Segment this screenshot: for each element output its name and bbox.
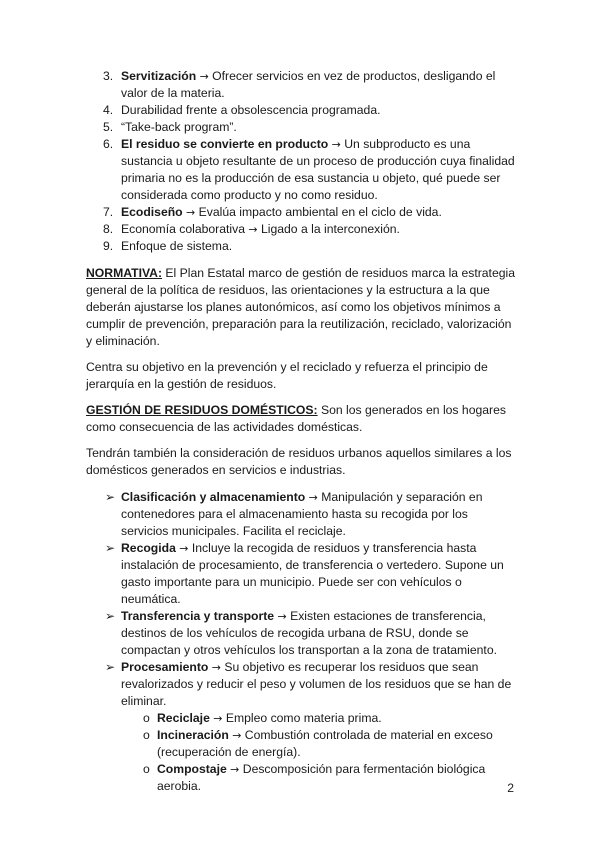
arrow-icon: → — [331, 138, 341, 151]
sub-bullet-text: Descomposición para fermentación biológica aerobia. — [157, 762, 486, 793]
bullet-item-text: Manipulación y separación en contenedores para el almacenamiento hasta su recogida por los servicios municipales. Facilita el reciclaje. — [121, 490, 483, 538]
circle-bullet-icon: o — [143, 762, 150, 776]
list-item — [86, 204, 516, 221]
centra-paragraph: Centra su objetivo en la prevención y el reciclado y refuerza el principio de jerarquía en la gestión de residuos. — [86, 360, 488, 391]
list-item-title: Servitización — [121, 69, 197, 83]
arrow-icon: → — [230, 763, 240, 776]
list-number: 4. — [103, 103, 114, 117]
circle-bullet-icon: o — [143, 711, 150, 725]
list-item-text: Evalúa impacto ambiental en el ciclo de vida. — [195, 205, 442, 219]
list-item-text: Ofrecer servicios en vez de productos, desligando el valor de la materia. — [121, 69, 496, 100]
gestion-paragraph — [86, 402, 516, 436]
sub-bullet-title: Incineración — [157, 728, 229, 742]
bullet-item — [86, 489, 516, 540]
arrow-icon: → — [186, 206, 196, 219]
arrow-icon: → — [179, 542, 189, 555]
arrow-icon: → — [199, 70, 209, 83]
sub-bullet-item — [121, 727, 516, 761]
list-number: 8. — [103, 222, 114, 236]
gestion-text: Son los generados en los hogares como consecuencia de las actividades domésticas. — [86, 403, 506, 434]
numbered-list — [86, 68, 516, 255]
arrow-icon: → — [211, 661, 221, 674]
list-item — [86, 221, 516, 238]
list-item-text: “Take-back program”. — [121, 120, 237, 134]
page-number: 2 — [507, 781, 514, 795]
list-item-text: Ligado a la interconexión. — [257, 222, 400, 236]
list-item — [86, 238, 516, 255]
arrow-icon: → — [232, 729, 242, 742]
list-number: 7. — [103, 205, 114, 219]
list-number: 9. — [103, 239, 114, 253]
bullet-item-title: Procesamiento — [121, 660, 209, 674]
list-item — [86, 68, 516, 102]
circle-bullet-icon: o — [143, 728, 150, 742]
bullet-item-title: Recogida — [121, 541, 176, 555]
sub-bullet-text: Empleo como materia prima. — [222, 711, 382, 725]
gestion-heading: GESTIÓN DE RESIDUOS DOMÉSTICOS: — [86, 403, 318, 417]
list-item-title: El residuo se convierte en producto — [121, 137, 329, 151]
list-item — [86, 119, 516, 136]
bullet-item — [86, 659, 516, 795]
list-number: 6. — [103, 137, 114, 151]
sub-bullet-list — [121, 710, 516, 795]
sub-bullet-item — [121, 761, 516, 795]
bullet-item-title: Clasificación y almacenamiento — [121, 490, 306, 504]
arrow-bullet-icon: ➢ — [105, 660, 116, 674]
bullet-item-title: Transferencia y transporte — [121, 609, 275, 623]
bullet-item-text: Existen estaciones de transferencia, destinos de los vehículos de recogida urbana de RSU, donde se compactan y otros vehículos los transportan a la zona de tratamiento. — [121, 609, 497, 657]
arrow-icon: → — [213, 712, 223, 725]
sub-bullet-title: Compostaje — [157, 762, 227, 776]
list-item — [86, 102, 516, 119]
sub-bullet-title: Reciclaje — [157, 711, 210, 725]
tendran-paragraph: Tendrán también la consideración de residuos urbanos aquellos similares a los domésticos generados en servicios e industrias. — [86, 446, 512, 477]
normativa-paragraph — [86, 265, 516, 350]
list-number: 5. — [103, 120, 114, 134]
sub-bullet-text: Combustión controlada de material en exceso (recuperación de energía). — [157, 728, 493, 759]
list-number: 3. — [103, 69, 114, 83]
bullet-item — [86, 540, 516, 608]
list-item — [86, 136, 516, 204]
list-item-text: Un subproducto es una sustancia u objeto resultante de un proceso de producción cuya finalidad primaria no es la producción de esa sustancia u objeto, qué puede ser considerada como producto y no como residuo. — [121, 137, 515, 202]
arrow-icon: → — [248, 223, 258, 236]
arrow-bullet-icon: ➢ — [105, 541, 116, 555]
arrow-icon: → — [308, 491, 318, 504]
arrow-icon: → — [277, 610, 287, 623]
normativa-text: El Plan Estatal marco de gestión de residuos marca la estrategia general de la política de residuos, las orientaciones y la estructura a la que deberán ajustarse los planes autonómicos, así como los objetivos mínimos a cumplir de prevención, preparación para la reutilización, reciclado, valorización y eliminación. — [86, 266, 515, 348]
arrow-bullet-icon: ➢ — [105, 490, 116, 504]
bullet-item — [86, 608, 516, 659]
bullet-item-text: Su objetivo es recuperar los residuos que sean revalorizados y reducir el peso y volumen de los residuos que se han de eliminar. — [121, 660, 512, 708]
sub-bullet-item — [121, 710, 516, 727]
list-item-text: Enfoque de sistema. — [121, 239, 233, 253]
list-item-text: Durabilidad frente a obsolescencia programada. — [121, 103, 381, 117]
bullet-item-text: Incluye la recogida de residuos y transferencia hasta instalación de procesamiento, de transferencia o vertedero. Supone un gasto importante para un municipio. Puede ser con vehículos o neumática. — [121, 541, 504, 606]
list-item-text: Economía colaborativa — [121, 222, 249, 236]
normativa-heading: NORMATIVA: — [86, 266, 163, 280]
page-content — [86, 68, 516, 795]
list-item-title: Ecodiseño — [121, 205, 183, 219]
arrow-bullet-icon: ➢ — [105, 609, 116, 623]
bullet-list — [86, 489, 516, 795]
